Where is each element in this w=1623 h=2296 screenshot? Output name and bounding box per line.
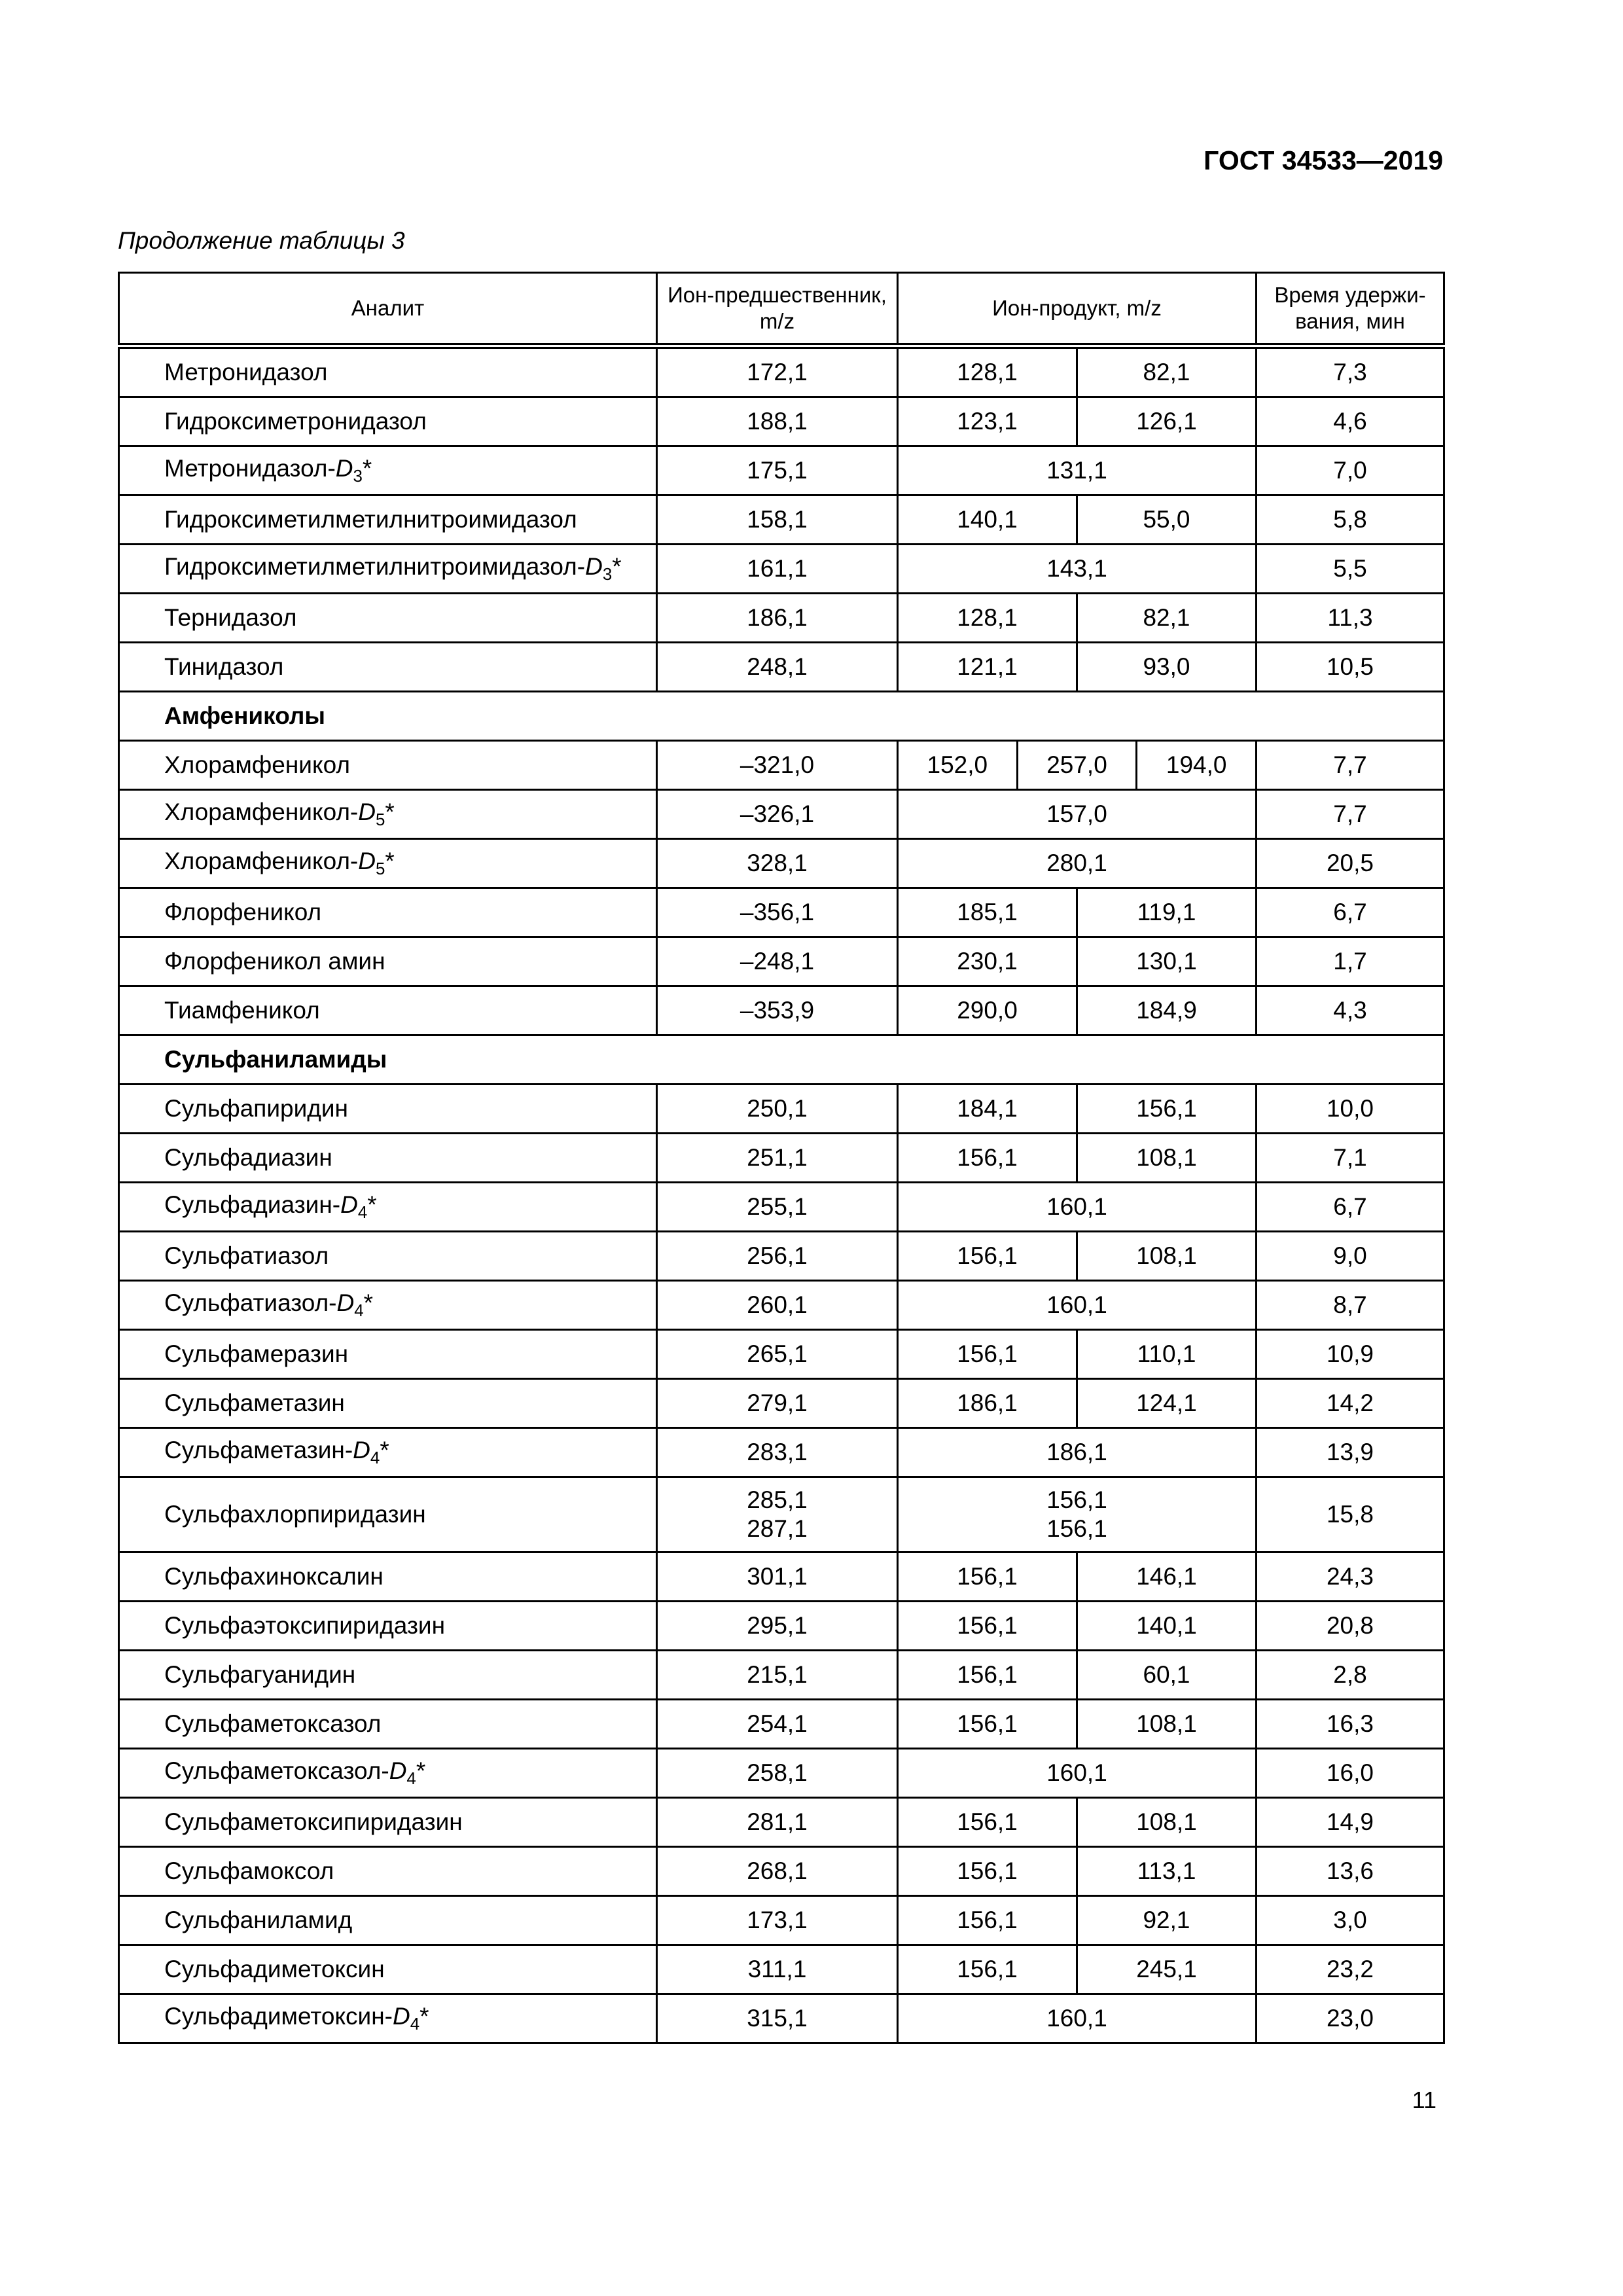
analyte-name: Сульфамеразин <box>119 1330 657 1379</box>
analyte-name: Сульфаметазин-$D_4*$ <box>119 1428 657 1477</box>
analyte-name: Сульфатиазол <box>119 1232 657 1281</box>
isotope-count: 4 <box>357 1203 368 1222</box>
product-ion: 156,1 <box>898 1798 1077 1847</box>
retention-time: 7,0 <box>1257 446 1444 495</box>
analyte-name: Сульфатиазол-$D_4*$ <box>119 1281 657 1330</box>
product-ion: 108,1 <box>1077 1232 1257 1281</box>
isotope-count: 4 <box>410 2015 420 2034</box>
product-ion: 140,1 <box>898 495 1077 545</box>
header-precursor: Ион-предшественник, m/z <box>657 273 898 346</box>
product-ion: 156,1 <box>1077 1085 1257 1134</box>
precursor-ion <box>657 446 898 495</box>
product-ion-group <box>899 742 1255 789</box>
retention-time: 4,6 <box>1257 397 1444 446</box>
analyte-name: Сульфадиметоксин <box>119 1945 657 1994</box>
header-analyte: Аналит <box>119 273 657 346</box>
isotope-label: D <box>358 798 376 826</box>
isotope-count: 5 <box>376 810 385 829</box>
product-value: 157,0 <box>1046 800 1107 827</box>
precursor-ion <box>657 1994 898 2043</box>
product-ion: 92,1 <box>1077 1896 1257 1945</box>
precursor-value: 287,1 <box>747 1515 808 1542</box>
retention-time: 8,7 <box>1257 1281 1444 1330</box>
table-row <box>119 1232 1444 1281</box>
table-row <box>119 1749 1444 1798</box>
retention-time: 11,3 <box>1257 594 1444 643</box>
table-row <box>119 790 1444 839</box>
product-ion: 156,1 <box>898 1232 1077 1281</box>
table-row <box>119 1798 1444 1847</box>
product-ion: 128,1 <box>898 594 1077 643</box>
precursor-value: 301,1 <box>747 1562 808 1590</box>
precursor-value: 268,1 <box>747 1857 808 1884</box>
group-heading: Сульфаниламиды <box>119 1035 1444 1085</box>
isotope-count: 3 <box>602 565 613 584</box>
table-caption: Продолжение таблицы 3 <box>118 227 405 254</box>
product-ion: 124,1 <box>1077 1379 1257 1428</box>
product-value: 160,1 <box>1046 2004 1107 2032</box>
isotope-label: D <box>585 553 603 581</box>
precursor-value: 175,1 <box>747 456 808 484</box>
analyte-name: Флорфеникол амин <box>119 937 657 986</box>
page-number: 11 <box>1412 2087 1436 2113</box>
product-ion: 140,1 <box>1077 1602 1257 1651</box>
precursor-value: 260,1 <box>747 1291 808 1318</box>
analyte-name: Сульфапиридин <box>119 1085 657 1134</box>
product-ion <box>898 790 1257 839</box>
product-ion: 82,1 <box>1077 594 1257 643</box>
table-row <box>119 495 1444 545</box>
analyte-name: Сульфамоксол <box>119 1847 657 1896</box>
product-ion: 126,1 <box>1077 397 1257 446</box>
product-ion: 290,0 <box>898 986 1077 1035</box>
analyte-name: Метронидазол-$D_3*$ <box>119 446 657 495</box>
retention-time: 7,7 <box>1257 790 1444 839</box>
precursor-ion <box>657 1651 898 1700</box>
precursor-value: 251,1 <box>747 1143 808 1171</box>
retention-time: 10,5 <box>1257 643 1444 692</box>
isotope-label: D <box>336 1289 355 1317</box>
precursor-ion <box>657 545 898 594</box>
analyte-name: Тиамфеникол <box>119 986 657 1035</box>
retention-time: 15,8 <box>1257 1477 1444 1552</box>
retention-time: 13,9 <box>1257 1428 1444 1477</box>
retention-time: 16,0 <box>1257 1749 1444 1798</box>
analyte-name: Тернидазол <box>119 594 657 643</box>
isotope-count: 4 <box>370 1448 380 1467</box>
table-row <box>119 1085 1444 1134</box>
product-ion <box>898 446 1257 495</box>
product-value: 160,1 <box>1046 1291 1107 1318</box>
product-ion: 146,1 <box>1077 1552 1257 1602</box>
table-row <box>119 1847 1444 1896</box>
precursor-value: 328,1 <box>747 849 808 876</box>
product-ion: 156,1 <box>898 1896 1077 1945</box>
product-ion <box>898 1281 1257 1330</box>
table-row <box>119 1651 1444 1700</box>
table-row <box>119 741 1444 790</box>
precursor-ion <box>657 1232 898 1281</box>
analyte-name: Флорфеникол <box>119 888 657 937</box>
analyte-name: Сульфаметоксипиридазин <box>119 1798 657 1847</box>
product-ion <box>898 1183 1257 1232</box>
standard-number: ГОСТ 34533—2019 <box>1204 145 1443 175</box>
product-ion: 60,1 <box>1077 1651 1257 1700</box>
precursor-value: –356,1 <box>740 898 815 925</box>
precursor-ion <box>657 937 898 986</box>
retention-time: 23,0 <box>1257 1994 1444 2043</box>
product-ion <box>898 1428 1257 1477</box>
product-ion: 121,1 <box>898 643 1077 692</box>
precursor-value: 173,1 <box>747 1906 808 1933</box>
analyte-name: Сульфадиазин-$D_4*$ <box>119 1183 657 1232</box>
analyte-name: Сульфадиметоксин-$D_4*$ <box>119 1994 657 2043</box>
precursor-ion <box>657 1896 898 1945</box>
product-ion: 156,1 <box>898 1651 1077 1700</box>
precursor-value: 281,1 <box>747 1808 808 1835</box>
precursor-value: 295,1 <box>747 1611 808 1639</box>
precursor-ion <box>657 1085 898 1134</box>
product-ion: 156,1 <box>898 1330 1077 1379</box>
precursor-value: –326,1 <box>740 800 815 827</box>
precursor-ion <box>657 495 898 545</box>
precursor-ion <box>657 790 898 839</box>
product-value: 156,1 <box>1046 1515 1107 1542</box>
product-value: 143,1 <box>1046 554 1107 582</box>
precursor-ion <box>657 1602 898 1651</box>
product-ion: 55,0 <box>1077 495 1257 545</box>
product-ion: 93,0 <box>1077 643 1257 692</box>
isotope-count: 5 <box>376 859 385 878</box>
product-ion: 156,1 <box>898 1134 1077 1183</box>
table-row <box>119 594 1444 643</box>
retention-time: 14,9 <box>1257 1798 1444 1847</box>
analyte-name: Хлорамфеникол-$D_5*$ <box>119 839 657 888</box>
product-ion: 245,1 <box>1077 1945 1257 1994</box>
table-row <box>119 346 1444 397</box>
precursor-value: 279,1 <box>747 1389 808 1416</box>
table-row <box>119 545 1444 594</box>
precursor-ion <box>657 1552 898 1602</box>
isotope-label: D <box>389 1757 407 1785</box>
precursor-ion <box>657 1281 898 1330</box>
isotope-label: D <box>340 1191 358 1219</box>
precursor-ion <box>657 888 898 937</box>
product-ion: 119,1 <box>1077 888 1257 937</box>
precursor-ion <box>657 643 898 692</box>
product-ion: 156,1 <box>898 1602 1077 1651</box>
product-ion: 130,1 <box>1077 937 1257 986</box>
product-ion: 186,1 <box>898 1379 1077 1428</box>
precursor-ion <box>657 1945 898 1994</box>
analyte-name: Сульфаниламид <box>119 1896 657 1945</box>
table-row <box>119 1379 1444 1428</box>
precursor-value: 248,1 <box>747 653 808 680</box>
retention-time: 7,7 <box>1257 741 1444 790</box>
analyte-name: Тинидазол <box>119 643 657 692</box>
product-value: 186,1 <box>1046 1438 1107 1465</box>
isotope-label: D <box>358 848 376 875</box>
table-row <box>119 1552 1444 1602</box>
product-ion: 184,9 <box>1077 986 1257 1035</box>
product-ion <box>898 839 1257 888</box>
analyte-name: Гидроксиметронидазол <box>119 397 657 446</box>
precursor-value: 254,1 <box>747 1710 808 1737</box>
retention-time: 3,0 <box>1257 1896 1444 1945</box>
precursor-value: 255,1 <box>747 1193 808 1220</box>
analyte-name: Сульфагуанидин <box>119 1651 657 1700</box>
isotope-label: D <box>335 455 353 482</box>
product-ion: 152,0 <box>927 751 988 778</box>
precursor-value: 258,1 <box>747 1759 808 1786</box>
retention-time: 13,6 <box>1257 1847 1444 1896</box>
product-value: 156,1 <box>1046 1486 1107 1513</box>
retention-time: 6,7 <box>1257 888 1444 937</box>
table-row <box>119 1700 1444 1749</box>
analyte-name: Метронидазол <box>119 346 657 397</box>
table-row <box>119 1330 1444 1379</box>
retention-time: 5,5 <box>1257 545 1444 594</box>
table-row <box>119 888 1444 937</box>
product-ion <box>898 1994 1257 2043</box>
retention-time: 20,8 <box>1257 1602 1444 1651</box>
precursor-ion <box>657 1330 898 1379</box>
retention-time: 16,3 <box>1257 1700 1444 1749</box>
table-row <box>119 643 1444 692</box>
retention-time: 23,2 <box>1257 1945 1444 1994</box>
ion-table <box>118 272 1445 2044</box>
retention-time: 6,7 <box>1257 1183 1444 1232</box>
table-row <box>119 1134 1444 1183</box>
product-value: 160,1 <box>1046 1759 1107 1786</box>
isotope-label: D <box>353 1437 370 1464</box>
table-row <box>119 937 1444 986</box>
product-value: 280,1 <box>1046 849 1107 876</box>
precursor-value: 315,1 <box>747 2004 808 2032</box>
retention-time: 14,2 <box>1257 1379 1444 1428</box>
product-ion: 185,1 <box>898 888 1077 937</box>
product-ion: 184,1 <box>898 1085 1077 1134</box>
table-row <box>119 1281 1444 1330</box>
precursor-value: 285,1 <box>747 1486 808 1513</box>
product-value: 160,1 <box>1046 1193 1107 1220</box>
product-ion <box>898 545 1257 594</box>
analyte-name: Сульфаметоксазол <box>119 1700 657 1749</box>
header-retention: Время удержи-вания, мин <box>1257 273 1444 346</box>
precursor-value: 161,1 <box>747 554 808 582</box>
product-ion: 110,1 <box>1077 1330 1257 1379</box>
precursor-value: 256,1 <box>747 1242 808 1269</box>
header-product: Ион-продукт, m/z <box>898 273 1257 346</box>
precursor-value: –321,0 <box>740 751 815 778</box>
group-row <box>119 1035 1444 1085</box>
product-ion: 257,0 <box>1016 742 1136 789</box>
precursor-ion <box>657 594 898 643</box>
product-ion: 156,1 <box>898 1700 1077 1749</box>
precursor-value: –248,1 <box>740 947 815 975</box>
product-ion: 194,0 <box>1135 742 1255 789</box>
retention-time: 4,3 <box>1257 986 1444 1035</box>
table-row <box>119 1602 1444 1651</box>
precursor-ion <box>657 346 898 397</box>
product-value: 131,1 <box>1046 456 1107 484</box>
precursor-ion <box>657 397 898 446</box>
precursor-ion <box>657 1379 898 1428</box>
product-ion: 113,1 <box>1077 1847 1257 1896</box>
precursor-ion <box>657 1847 898 1896</box>
table-row <box>119 1945 1444 1994</box>
precursor-ion <box>657 1477 898 1552</box>
retention-time: 2,8 <box>1257 1651 1444 1700</box>
product-ion: 82,1 <box>1077 346 1257 397</box>
table-row <box>119 1994 1444 2043</box>
analyte-name: Гидроксиметилметилнитроимидазол <box>119 495 657 545</box>
table-row <box>119 397 1444 446</box>
analyte-name: Хлорамфеникол-$D_5*$ <box>119 790 657 839</box>
isotope-label: D <box>392 2003 410 2030</box>
precursor-ion <box>657 1798 898 1847</box>
precursor-value: 186,1 <box>747 603 808 631</box>
retention-time: 5,8 <box>1257 495 1444 545</box>
table-row <box>119 1896 1444 1945</box>
table-row <box>119 839 1444 888</box>
precursor-value: 250,1 <box>747 1094 808 1122</box>
product-ion: 108,1 <box>1077 1798 1257 1847</box>
table-row <box>119 986 1444 1035</box>
precursor-ion <box>657 1134 898 1183</box>
precursor-ion <box>657 1749 898 1798</box>
analyte-name: Хлорамфеникол <box>119 741 657 790</box>
product-ion <box>898 1477 1257 1552</box>
analyte-name: Сульфаметазин <box>119 1379 657 1428</box>
precursor-value: 172,1 <box>747 358 808 386</box>
precursor-value: 265,1 <box>747 1340 808 1367</box>
precursor-value: 283,1 <box>747 1438 808 1465</box>
product-ion: 230,1 <box>898 937 1077 986</box>
table-header-row <box>119 273 1444 346</box>
product-ion: 108,1 <box>1077 1700 1257 1749</box>
analyte-name: Сульфадиазин <box>119 1134 657 1183</box>
isotope-count: 3 <box>353 467 363 486</box>
group-row <box>119 692 1444 741</box>
analyte-name: Сульфахлорпиридазин <box>119 1477 657 1552</box>
table-row <box>119 1428 1444 1477</box>
table-row <box>119 1183 1444 1232</box>
precursor-ion <box>657 1700 898 1749</box>
product-ion <box>898 1749 1257 1798</box>
retention-time: 20,5 <box>1257 839 1444 888</box>
precursor-value: 215,1 <box>747 1660 808 1688</box>
analyte-name: Сульфаэтоксипиридазин <box>119 1602 657 1651</box>
retention-time: 1,7 <box>1257 937 1444 986</box>
analyte-name: Гидроксиметилметилнитроимидазол-$D_3*$ <box>119 545 657 594</box>
group-heading: Амфениколы <box>119 692 1444 741</box>
product-ion: 156,1 <box>898 1847 1077 1896</box>
precursor-value: 311,1 <box>747 1955 807 1982</box>
precursor-ion <box>657 1428 898 1477</box>
retention-time: 7,3 <box>1257 346 1444 397</box>
product-ion: 108,1 <box>1077 1134 1257 1183</box>
precursor-ion <box>657 839 898 888</box>
precursor-value: –353,9 <box>740 996 815 1024</box>
isotope-count: 4 <box>354 1301 364 1320</box>
retention-time: 7,1 <box>1257 1134 1444 1183</box>
precursor-value: 158,1 <box>747 505 808 533</box>
product-ion: 156,1 <box>898 1552 1077 1602</box>
product-ion: 123,1 <box>898 397 1077 446</box>
precursor-ion <box>657 986 898 1035</box>
retention-time: 10,0 <box>1257 1085 1444 1134</box>
product-ion: 156,1 <box>898 1945 1077 1994</box>
precursor-value: 188,1 <box>747 407 808 435</box>
product-ion: 128,1 <box>898 346 1077 397</box>
retention-time: 10,9 <box>1257 1330 1444 1379</box>
precursor-ion <box>657 741 898 790</box>
analyte-name: Сульфахиноксалин <box>119 1552 657 1602</box>
retention-time: 24,3 <box>1257 1552 1444 1602</box>
table-row <box>119 446 1444 495</box>
table-row <box>119 1477 1444 1552</box>
analyte-name: Сульфаметоксазол-$D_4*$ <box>119 1749 657 1798</box>
isotope-count: 4 <box>406 1769 416 1788</box>
product-ions <box>898 741 1257 790</box>
retention-time: 9,0 <box>1257 1232 1444 1281</box>
precursor-ion <box>657 1183 898 1232</box>
